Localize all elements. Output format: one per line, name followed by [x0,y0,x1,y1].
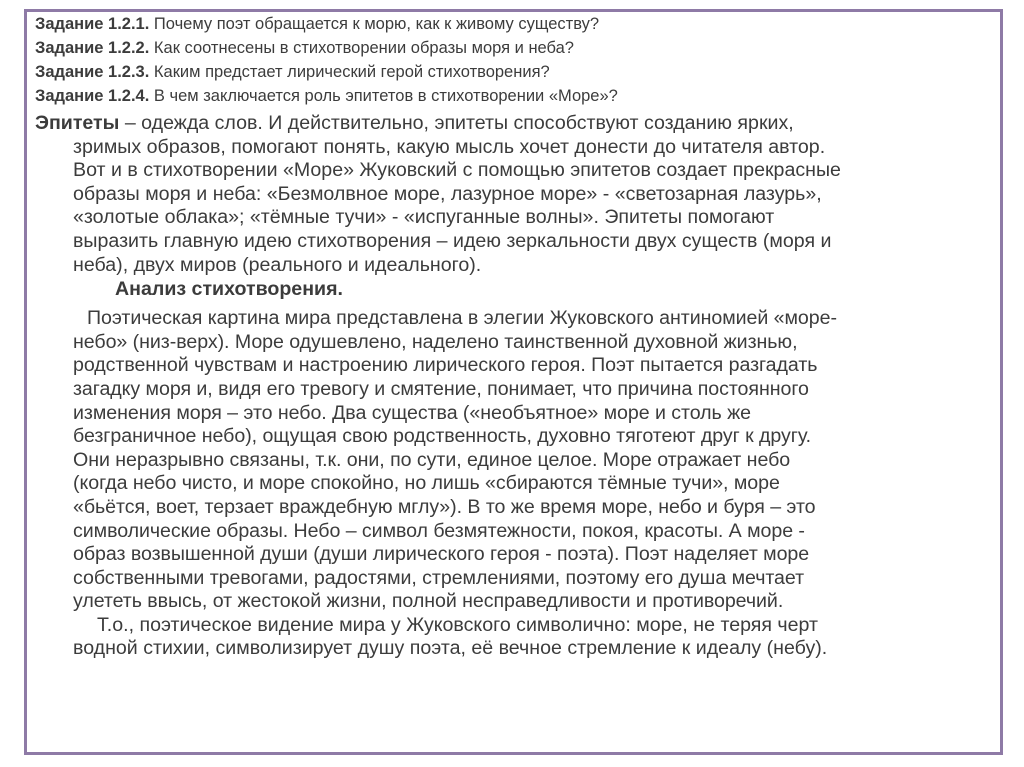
conclusion-paragraph [35,614,997,661]
epithets-line: «золотые облака»; «тёмные тучи» - «испуганные волны». Эпитеты помогают [73,206,775,229]
epithets-line: выразить главную идею стихотворения – идею зеркальности двух существ (моря и [73,229,832,252]
analysis-line: загадку моря и, видя его тревогу и смятение, понимает, что причина постоянного [73,377,809,400]
epithets-term: Эпитеты [35,112,120,134]
analysis-paragraph [35,307,997,614]
analysis-line: безграничное небо), ощущая свою родственность, духовно тяготеют друг к другу. [73,425,812,448]
task-item [35,60,997,84]
slide-content [35,12,997,661]
analysis-line: собственными тревогами, радостями, стремлениями, поэтому его душа мечтает [73,566,805,589]
epithets-line: Вот и в стихотворении «Море» Жуковский с помощью эпитетов создает прекрасные [73,159,841,182]
task-label: Задание 1.2.3. [35,63,150,81]
epithets-line: зримых образов, помогают понять, какую мысль хочет донести до читателя автор. [73,135,826,158]
task-label: Задание 1.2.1. [35,15,150,33]
epithets-line: образы моря и неба: «Безмолвное море, лазурное море» - «светозарная лазурь», [73,182,822,205]
conclusion-line: Т.о., поэтическое видение мира у Жуковского символично: море, не теряя черт [97,613,818,636]
task-text: Как соотнесены в стихотворении образы моря и неба? [149,39,574,57]
analysis-line: образ возвышенной души (души лирического героя - поэта). Поэт наделяет море [73,543,810,566]
epithets-line: – одежда слов. И действительно, эпитеты способствуют созданию ярких, [119,112,794,134]
analysis-heading: Анализ стихотворения. [115,278,343,301]
epithets-paragraph [35,112,997,277]
analysis-line: (когда небо чисто, и море спокойно, но лишь «сбираются тёмные тучи», море [73,472,780,495]
task-label: Задание 1.2.4. [35,87,150,105]
task-label: Задание 1.2.2. [35,39,150,57]
analysis-line: Они неразрывно связаны, т.к. они, по сути, единое целое. Море отражает небо [73,448,791,471]
analysis-line: небо» (низ-верх). Море одушевлено, наделено таинственной духовной жизнью, [73,330,798,353]
task-item [35,12,997,36]
analysis-line: символические образы. Небо – символ безмятежности, покоя, красоты. А море - [73,519,805,542]
task-text: В чем заключается роль эпитетов в стихотворении «Море»? [149,87,618,105]
analysis-line: родственной чувствам и настроению лирического героя. Поэт пытается разгадать [73,354,818,377]
conclusion-line: водной стихии, символизирует душу поэта, её вечное стремление к идеалу (небу). [73,637,828,660]
analysis-line: изменения моря – это небо. Два существа («необъятное» море и столь же [73,401,751,424]
task-item [35,36,997,60]
task-item [35,84,997,108]
task-text: Почему поэт обращается к морю, как к живому существу? [149,15,600,33]
analysis-line: Поэтическая картина мира представлена в элегии Жуковского антиномией «море- [87,307,837,330]
epithets-line: неба), двух миров (реального и идеального). [73,253,482,276]
task-text: Каким предстает лирический герой стихотворения? [149,63,550,81]
analysis-line: «бьётся, воет, терзает враждебную мглу»). В то же время море, небо и буря – это [73,495,816,518]
analysis-line: улететь ввысь, от жестокой жизни, полной несправедливости и противоречий. [73,590,784,613]
